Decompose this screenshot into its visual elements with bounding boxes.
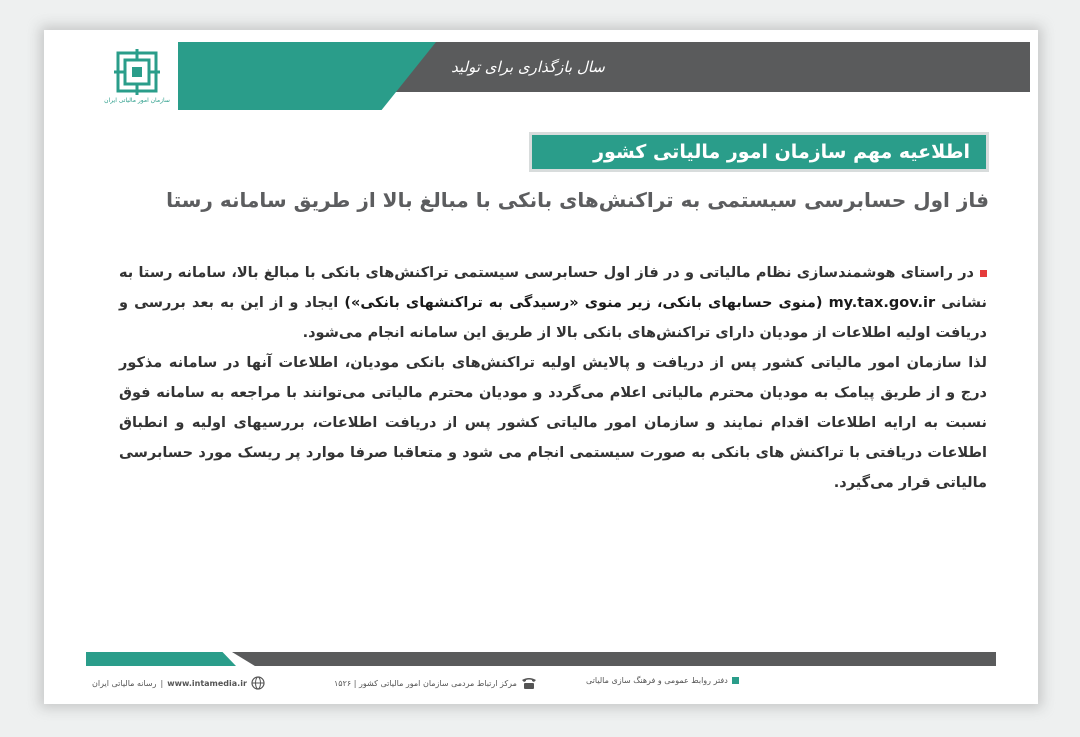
footer-website: www.intamedia.ir (167, 678, 247, 688)
notice-body (119, 258, 987, 498)
paragraph-1-end: ایجاد و از این به بعد بررسی و دریافت اولیه اطلاعات از مودیان دارای تراکنش‌های بانکی بالا از طریق این سامانه انجام می‌شود. (119, 295, 987, 341)
tax-portal-url: my.tax.gov.ir (828, 295, 936, 311)
footer-call-center (334, 676, 541, 690)
notice-card (44, 30, 1038, 704)
footer (86, 674, 996, 692)
footer-office-label: دفتر روابط عمومی و فرهنگ سازی مالیاتی (586, 676, 728, 685)
phone-icon (521, 676, 537, 690)
footer-gray-band (232, 652, 996, 666)
notice-title: اطلاعیه مهم سازمان امور مالیاتی کشور (529, 132, 989, 172)
square-icon (732, 677, 739, 684)
menu-path: (منوی حسابهای بانکی، زیر منوی «رسیدگی به تراکنشهای بانکی») (344, 295, 829, 311)
bullet-icon (980, 270, 987, 277)
notice-subtitle: فاز اول حسابرسی سیستمی به تراکنش‌های بانکی با مبالغ بالا از طریق سامانه رستا (166, 188, 989, 212)
paragraph-1-start: در راستای هوشمندسازی نظام مالیاتی و در فاز اول حسابرسی سیستمی تراکنش‌های بانکی با مبالغ بالا، سامانه رستا به نشانی (119, 265, 987, 311)
footer-office (586, 676, 739, 685)
footer-teal-band (86, 652, 236, 666)
logo-block (96, 42, 178, 110)
header-slogan: سال بازگذاری برای تولید (451, 58, 605, 76)
paragraph-2: لذا سازمان امور مالیاتی کشور پس از دریافت و پالایش اولیه تراکنش‌های بانکی مودیان، اطلاعات آنها در سامانه مذکور درج و از طریق پیامک به مودیان محترم مالیاتی اعلام می‌گردد و مودیان محترم مالیاتی می‌توانند با مراجعه به سامانه فوق نسبت به ارایه اطلاعات اقدام نمایند و سازمان امور مالیاتی کشور پس از دریافت اطلاعات، بررسیهای اولیه و انطباق اطلاعات دریافتی با تراکنش های بانکی به صورت سیستمی انجام می شود و متعاقبا صرفا موارد پر ریسک مورد حسابرسی مالیاتی قرار می‌گیرد. (119, 355, 987, 491)
tax-organization-logo-icon (114, 49, 160, 95)
footer-media-label: رسانه مالیاتی ایران (92, 678, 157, 688)
footer-media: رسانه مالیاتی ایران | www.intamedia.ir (92, 676, 265, 690)
paragraph-1 (119, 258, 987, 348)
globe-icon (251, 676, 265, 690)
footer-call-center-label: ۱۵۲۶ | مرکز ارتباط مردمی سازمان امور مالیاتی کشور (334, 678, 517, 688)
logo-caption: سازمان امور مالیاتی ایران (104, 96, 170, 104)
